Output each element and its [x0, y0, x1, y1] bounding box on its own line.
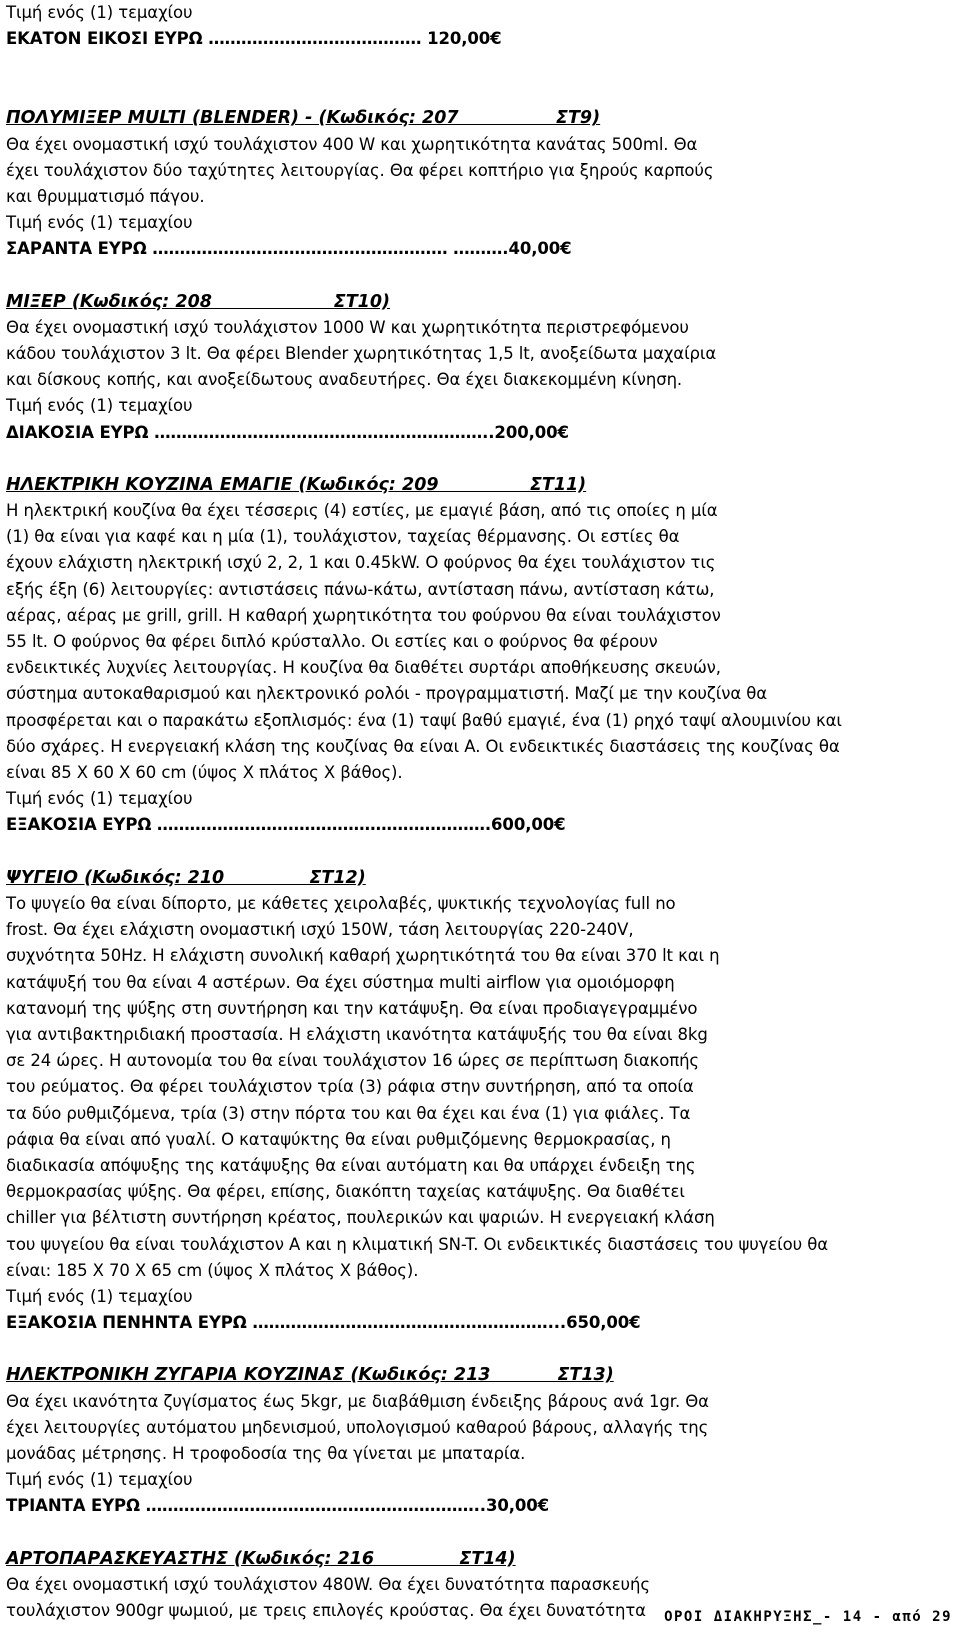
description-line: θερμοκρασίας ψύξης. Θα φέρει, επίσης, διακόπτη ταχείας κατάψυξης. Θα διαθέτει — [6, 1182, 685, 1202]
description-line: είναι 85 X 60 X 60 cm (ύψος X πλάτος X βάθος). — [6, 763, 403, 783]
description-line: έχει τουλάχιστον δύο ταχύτητες λειτουργίας. Θα φέρει κοπτήριο για ξηρούς καρπούς — [6, 160, 714, 180]
description-line: Θα έχει ονομαστική ισχύ τουλάχιστον 400 W και χωρητικότητα κανάτας 500ml. Θα — [6, 134, 698, 154]
price-label: Τιμή ενός (1) τεμαχίου — [6, 1286, 193, 1306]
document-page — [6, 0, 956, 1624]
description-line: και θρυμματισμό πάγου. — [6, 187, 205, 207]
description-line: ενδεικτικές λυχνίες λειτουργίας. Η κουζίνα θα διαθέτει συρτάρι αποθήκευσης σκευών, — [6, 658, 721, 678]
description-line: σύστημα αυτοκαθαρισμού και ηλεκτρονικό ρολόι - προγραμματιστή. Μαζί με την κουζίνα θα — [6, 684, 768, 704]
item-heading: ΨΥΓΕΙΟ (Κωδικός: 210 ΣΤ12) — [6, 867, 366, 888]
item-heading: ΠΟΛΥΜΙΞΕΡ MULTI (BLENDER) - (Κωδικός: 207 ΣΤ9) — [6, 108, 601, 129]
price-total: ΕΚΑΤΟΝ ΕΙΚΟΣΙ ΕΥΡΩ ………………………………… 120,00€ — [6, 29, 502, 49]
item-fridge — [6, 865, 956, 1337]
description-line: για αντιβακτηριδιακή προστασία. Η ελάχιστη ικανότητα κατάψυξής του θα είναι 8kg — [6, 1024, 708, 1044]
description-line: Θα έχει ονομαστική ισχύ τουλάχιστον 1000 W και χωρητικότητα περιστρεφόμενου — [6, 317, 689, 337]
description-line: κάδου τουλάχιστον 3 lt. Θα φέρει Blender χωρητικότητας 1,5 lt, ανοξείδωτα μαχαίρια — [6, 344, 717, 364]
description-line: μονάδας μέτρησης. Η τροφοδοσία της θα γίνεται με μπαταρία. — [6, 1443, 526, 1463]
page-footer: ΟΡΟΙ ΔΙΑΚΗΡΥΞΗΣ_- 14 - από 29 — [664, 1609, 952, 1625]
price-label: Τιμή ενός (1) τεμαχίου — [6, 213, 193, 233]
description-line: Θα έχει ικανότητα ζυγίσματος έως 5kgr, με διαβάθμιση ένδειξης βάρους ανά 1gr. Θα — [6, 1391, 709, 1411]
description-line: έχουν ελάχιστη ηλεκτρική ισχύ 2, 2, 1 και 0.45kW. Ο φούρνος θα έχει τουλάχιστον τις — [6, 553, 716, 573]
description-line: προσφέρεται και ο παρακάτω εξοπλισμός: ένα (1) ταψί βαθύ εμαγιέ, ένα (1) ρηχό ταψί αλουμινίου και — [6, 710, 842, 730]
description-line: 55 lt. Ο φούρνος θα φέρει διπλό κρύσταλλο. Οι εστίες και ο φούρνος θα φέρουν — [6, 632, 658, 652]
description-line: Θα έχει ονομαστική ισχύ τουλάχιστον 480W. Θα έχει δυνατότητα παρασκευής — [6, 1574, 650, 1594]
price-total: ΣΑΡΑΝΤΑ ΕΥΡΩ ……………………………………………… ……….40,00€ — [6, 239, 572, 259]
price-total: ΔΙΑΚΟΣΙΑ ΕΥΡΩ ……………………………………………………..200,00€ — [6, 422, 569, 442]
description-line: και δίσκους κοπής, και ανοξείδωτους αναδευτήρες. Θα έχει διακεκομμένη κίνηση. — [6, 370, 683, 390]
description-line: κατάψυξή του θα είναι 4 αστέρων. Θα έχει σύστημα multi airflow για ομοιόμορφη — [6, 972, 675, 992]
item-kitchen-scale — [6, 1362, 956, 1519]
description-line: δύο σχάρες. Η ενεργειακή κλάση της κουζίνας θα είναι A. Οι ενδεικτικές διαστάσεις της κουζίνας θα — [6, 736, 840, 756]
description-line: Το ψυγείο θα είναι δίπορτο, με κάθετες χειρολαβές, ψυκτικής τεχνολογίας full no — [6, 893, 676, 913]
description-line: αέρας, αέρας με grill, grill. Η καθαρή χωρητικότητα του φούρνου θα είναι τουλάχιστον — [6, 605, 721, 625]
item-blender — [6, 105, 956, 262]
description-line: ράφια θα είναι από γυαλί. Ο καταψύκτης θα είναι ρυθμιζόμενης θερμοκρασίας, η — [6, 1129, 671, 1149]
item-mixer — [6, 289, 956, 446]
description-line: chiller για βέλτιστη συντήρηση κρέατος, πουλερικών και ψαριών. Η ενεργειακή κλάση — [6, 1208, 715, 1228]
description-line: εξής έξη (6) λειτουργίες: αντιστάσεις πάνω-κάτω, αντίσταση πάνω, αντίσταση κάτω, — [6, 579, 715, 599]
price-label: Τιμή ενός (1) τεμαχίου — [6, 1470, 193, 1490]
description-line: σε 24 ώρες. Η αυτονομία του θα είναι τουλάχιστον 16 ώρες σε περίπτωση διακοπής — [6, 1051, 700, 1071]
description-line: διαδικασία απόψυξης της κατάψυξης θα είναι αυτόματη και θα υπάρχει ένδειξη της — [6, 1155, 696, 1175]
description-line: τουλάχιστον 900gr ψωμιού, με τρεις επιλογές κρούστας. Θα έχει δυνατότητα — [6, 1600, 646, 1620]
item-heading: ΑΡΤΟΠΑΡΑΣΚΕΥΑΣΤΗΣ (Κωδικός: 216 ΣΤ14) — [6, 1548, 516, 1569]
description-line: του ρεύματος. Θα φέρει τουλάχιστον τρία (3) ράφια στην συντήρηση, από τα οποία — [6, 1077, 694, 1097]
description-line: (1) θα είναι για καφέ και η μία (1), τουλάχιστον, ταχείας θέρμανσης. Οι εστίες θα — [6, 527, 680, 547]
price-label: Τιμή ενός (1) τεμαχίου — [6, 396, 193, 416]
description-line: συχνότητα 50Hz. Η ελάχιστη συνολική καθαρή χωρητικότητά του θα είναι 370 lt και η — [6, 946, 720, 966]
description-line: frost. Θα έχει ελάχιστη ονομαστική ισχύ 150W, τάση λειτουργίας 220-240V, — [6, 920, 634, 940]
description-line: έχει λειτουργίες αυτόματου μηδενισμού, υπολογισμού καθαρού βάρους, αλλαγής της — [6, 1417, 709, 1437]
item-heading: ΗΛΕΚΤΡΙΚΗ ΚΟΥΖΙΝΑ ΕΜΑΓΙΕ (Κωδικός: 209 ΣΤ11) — [6, 474, 587, 495]
description-line: κατανομή της ψύξης στη συντήρηση και την κατάψυξη. Θα είναι προδιαγεγραμμένο — [6, 998, 698, 1018]
price-total: ΤΡΙΑΝΤΑ ΕΥΡΩ ……………………………………………………..30,00€ — [6, 1496, 550, 1516]
description-line: είναι: 185 X 70 X 65 cm (ύψος X πλάτος X βάθος). — [6, 1260, 419, 1280]
description-line: Η ηλεκτρική κουζίνα θα έχει τέσσερις (4) εστίες, με εμαγιέ βάση, από τις οποίες η μία — [6, 501, 718, 521]
price-label: Τιμή ενός (1) τεμαχίου — [6, 789, 193, 809]
description-line: τα δύο ρυθμιζόμενα, τρία (3) στην πόρτα του και θα έχει και ένα (1) για φιάλες. Τα — [6, 1103, 691, 1123]
item-electric-stove — [6, 472, 956, 839]
description-line: του ψυγείου θα είναι τουλάχιστον A και η κλιματική SN-T. Οι ενδεικτικές διαστάσεις του ψυγείου θα — [6, 1234, 828, 1254]
item-heading: ΜΙΞΕΡ (Κωδικός: 208 ΣΤ10) — [6, 291, 391, 312]
price-total: ΕΞΑΚΟΣΙΑ ΕΥΡΩ …………………………………………………….600,00€ — [6, 815, 566, 835]
item-heading: ΗΛΕΚΤΡΟΝΙΚΗ ΖΥΓΑΡΙΑ ΚΟΥΖΙΝΑΣ (Κωδικός: 213 ΣΤ13) — [6, 1365, 614, 1386]
price-label: Τιμή ενός (1) τεμαχίου — [6, 3, 193, 22]
price-total: ΕΞΑΚΟΣΙΑ ΠΕΝΗΝΤΑ ΕΥΡΩ ………………………………………………...650,00€ — [6, 1313, 641, 1333]
